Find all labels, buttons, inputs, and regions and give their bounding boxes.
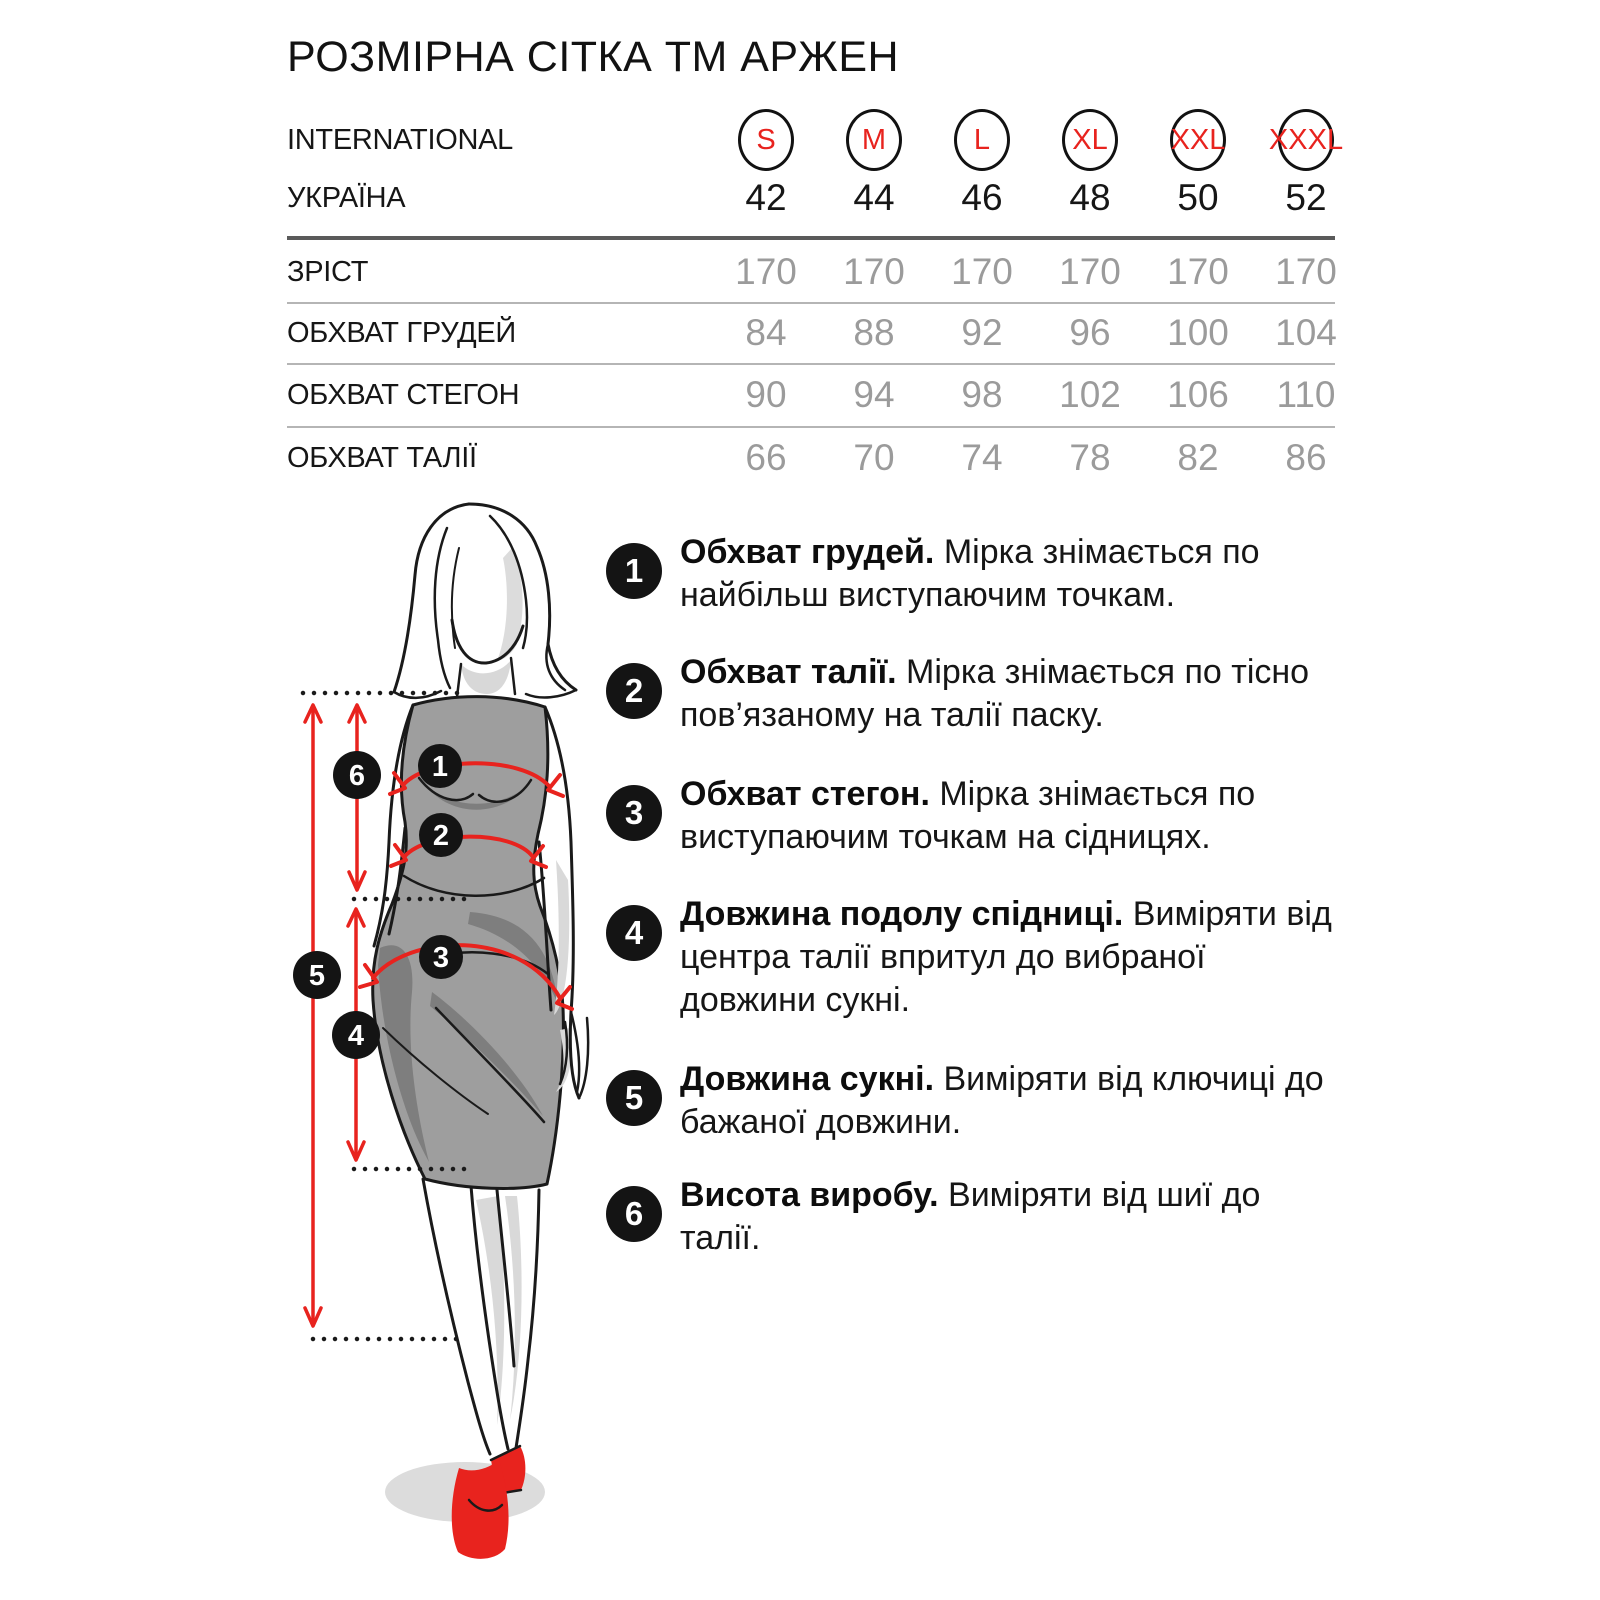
marker-3-number: 3 xyxy=(432,942,450,974)
row-label: ОБХВАТ ГРУДЕЙ xyxy=(287,316,516,349)
measurement-number-badge xyxy=(606,1070,662,1126)
measurement-text xyxy=(680,1174,1340,1260)
table-divider xyxy=(287,302,1335,304)
cell: 94 xyxy=(853,374,895,415)
measurement-desc: Мірка знімається по виступаючим точкам на сідницях. xyxy=(680,775,1256,856)
legs xyxy=(423,1179,540,1456)
head-and-hair xyxy=(394,504,576,698)
cell: 170 xyxy=(1167,251,1229,292)
table-row-international xyxy=(287,109,1362,157)
measurement-term: Обхват талії. xyxy=(680,653,897,691)
marker-5-number: 5 xyxy=(308,960,326,992)
table-row-height xyxy=(287,248,1362,296)
row-label-ukraine: УКРАЇНА xyxy=(287,181,406,214)
size-badge-xxl xyxy=(1170,109,1226,171)
size-badge-l xyxy=(954,109,1010,171)
measurement-item-2 xyxy=(606,651,1361,737)
cell: 92 xyxy=(961,312,1003,353)
table-row-chest xyxy=(287,309,1362,357)
cell: 86 xyxy=(1285,437,1327,478)
badge-number: 4 xyxy=(624,914,644,951)
cell: 44 xyxy=(853,177,895,218)
measurement-desc: Мірка знімається по тісно пов’язаному на талії паску. xyxy=(680,653,1310,734)
row-label: ЗРІСТ xyxy=(287,255,369,288)
cell: 52 xyxy=(1285,177,1327,218)
table-divider xyxy=(287,236,1335,240)
measurement-desc: Виміряти від шиї до талії. xyxy=(680,1176,1261,1257)
measurement-desc: Виміряти від ключиці до бажаної довжини. xyxy=(680,1060,1324,1141)
measurement-item-6 xyxy=(606,1174,1361,1260)
marker-2-number: 2 xyxy=(432,820,450,852)
cell: 170 xyxy=(843,251,905,292)
marker-4-number: 4 xyxy=(347,1020,365,1052)
cell: 96 xyxy=(1069,312,1111,353)
size-label: XXL xyxy=(1170,123,1226,156)
measurement-term: Довжина сукні. xyxy=(680,1060,935,1098)
marker-6-number: 6 xyxy=(348,760,366,792)
row-label-international: INTERNATIONAL xyxy=(287,123,513,156)
cell: 66 xyxy=(745,437,787,478)
size-badge-xl xyxy=(1062,109,1118,171)
measurement-text xyxy=(680,531,1340,617)
measurement-item-3 xyxy=(606,773,1361,859)
cell: 170 xyxy=(735,251,797,292)
size-label: L xyxy=(973,123,991,156)
measurement-number-badge xyxy=(606,663,662,719)
measurement-desc: Виміряти від центра талії впритул до вибраної довжини сукні. xyxy=(680,895,1332,1019)
table-row-waist xyxy=(287,434,1362,482)
cell: 104 xyxy=(1275,312,1337,353)
cell: 102 xyxy=(1059,374,1121,415)
cell: 74 xyxy=(961,437,1003,478)
badge-number: 1 xyxy=(624,552,644,589)
size-label: XL xyxy=(1072,123,1108,156)
measurement-term: Обхват грудей. xyxy=(680,533,935,571)
cell: 50 xyxy=(1177,177,1219,218)
cell: 110 xyxy=(1276,374,1336,415)
table-row-hips xyxy=(287,371,1362,419)
cell: 84 xyxy=(745,312,787,353)
measurement-item-5 xyxy=(606,1058,1361,1144)
measurement-term: Довжина подолу спідниці. xyxy=(680,895,1124,933)
cell: 90 xyxy=(745,374,787,415)
size-label: S xyxy=(756,123,776,156)
measurement-number-badge xyxy=(606,1186,662,1242)
badge-number: 6 xyxy=(624,1195,644,1232)
woman-figure-svg xyxy=(255,478,660,1600)
size-badge-s xyxy=(738,109,794,171)
measurement-item-1 xyxy=(606,531,1361,617)
table-divider xyxy=(287,426,1335,428)
page-title: РОЗМІРНА СІТКА ТМ АРЖЕН xyxy=(287,33,900,81)
cell: 42 xyxy=(745,177,787,218)
dress-length-arrow xyxy=(305,705,321,1326)
cell: 82 xyxy=(1177,437,1219,478)
cell: 88 xyxy=(853,312,895,353)
measurement-number-badge xyxy=(606,543,662,599)
row-label: ОБХВАТ СТЕГОН xyxy=(287,378,520,411)
measurement-term: Обхват стегон. xyxy=(680,775,930,813)
woman-measurement-diagram xyxy=(255,478,660,1600)
cell: 46 xyxy=(961,177,1003,218)
size-badge-xxxl xyxy=(1268,109,1344,171)
cell: 170 xyxy=(951,251,1013,292)
badge-number: 5 xyxy=(624,1079,644,1116)
measurement-text xyxy=(680,651,1340,737)
size-badge-m xyxy=(846,109,902,171)
cell: 98 xyxy=(961,374,1003,415)
measurement-number-badge xyxy=(606,905,662,961)
gray-dress xyxy=(373,697,564,1189)
badge-number: 3 xyxy=(624,794,644,831)
size-label: M xyxy=(861,123,887,156)
measurement-text xyxy=(680,773,1340,859)
cell: 70 xyxy=(853,437,895,478)
size-label: XXXL xyxy=(1268,123,1344,156)
measurement-number-badge xyxy=(606,785,662,841)
row-label: ОБХВАТ ТАЛІЇ xyxy=(287,441,477,474)
cell: 100 xyxy=(1167,312,1229,353)
measurement-item-4 xyxy=(606,893,1361,1022)
cell: 170 xyxy=(1275,251,1337,292)
cell: 106 xyxy=(1167,374,1229,415)
measurement-text xyxy=(680,893,1340,1022)
measurement-desc: Мірка знімається по найбільш виступаючим точкам. xyxy=(680,533,1260,614)
measurement-text xyxy=(680,1058,1340,1144)
badge-number: 2 xyxy=(624,672,644,709)
cell: 48 xyxy=(1069,177,1111,218)
measurement-term: Висота виробу. xyxy=(680,1176,939,1214)
table-row-ukraine xyxy=(287,174,1362,222)
cell: 170 xyxy=(1059,251,1121,292)
marker-1-number: 1 xyxy=(431,751,449,783)
table-divider xyxy=(287,363,1335,365)
cell: 78 xyxy=(1069,437,1111,478)
